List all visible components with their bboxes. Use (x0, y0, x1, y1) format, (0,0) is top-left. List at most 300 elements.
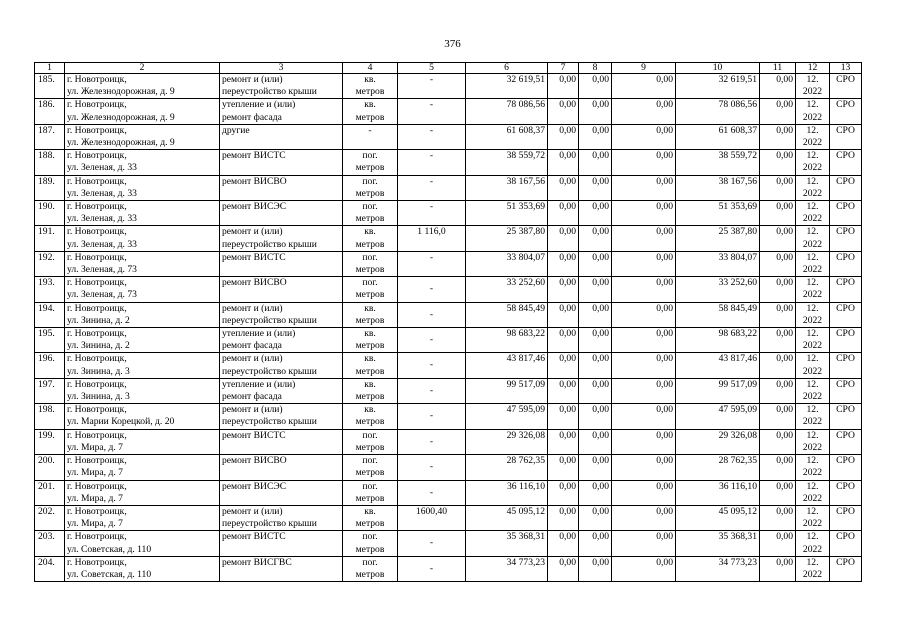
quantity-value: - (429, 201, 434, 213)
total-cost: 51 353,69 (506, 201, 545, 213)
col11-value: 0,00 (776, 175, 793, 187)
table-row (35, 99, 862, 124)
address-street: ул. Железнодорожная, д. 9 (67, 111, 175, 123)
fund-cost: 99 517,09 (718, 378, 757, 390)
col8-value: 0,00 (592, 251, 609, 263)
deadline-month: 12. (806, 251, 819, 263)
col7-cell (548, 277, 579, 302)
deadline-year: 2022 (802, 391, 823, 403)
deadline-year: 2022 (802, 213, 823, 225)
col11-cell (760, 175, 796, 200)
col11-cell (760, 455, 796, 480)
total-cost: 32 619,51 (506, 74, 545, 85)
method-value: СРО (836, 251, 855, 263)
quantity-cell (398, 74, 466, 99)
row-number: 189. (38, 175, 55, 187)
work-type-line1: утепление и (или) (222, 99, 296, 111)
page-number: 376 (444, 38, 461, 50)
deadline-cell (796, 302, 830, 327)
row-number: 202. (38, 505, 55, 517)
total-cost: 45 095,12 (506, 505, 545, 517)
unit-line1: пог. (362, 175, 378, 187)
address-street: ул. Мира, д. 7 (67, 467, 123, 479)
col11-value: 0,00 (776, 429, 793, 441)
col11-cell (760, 531, 796, 556)
address-street: ул. Советская, д. 110 (67, 543, 152, 555)
quantity-value: - (429, 384, 434, 396)
col9-cell (612, 480, 676, 505)
work-type-cell (220, 124, 343, 149)
deadline-month: 12. (806, 277, 819, 289)
col8-cell (579, 251, 612, 276)
column-header: 5 (398, 63, 466, 74)
table-row (35, 150, 862, 175)
unit-line2: метров (355, 314, 385, 326)
fund-cost-cell (676, 277, 760, 302)
fund-cost: 51 353,69 (718, 201, 757, 213)
fund-cost-cell (676, 480, 760, 505)
unit-line2: метров (355, 568, 385, 580)
fund-cost-cell (676, 175, 760, 200)
unit-line2: метров (355, 441, 385, 453)
work-type-cell (220, 74, 343, 99)
unit-cell (343, 201, 398, 226)
fund-cost: 38 167,56 (718, 175, 757, 187)
col9-cell (612, 277, 676, 302)
address-street: ул. Зинина, д. 2 (67, 340, 130, 352)
quantity-value: - (429, 308, 434, 320)
row-number: 197. (38, 378, 55, 390)
quantity-cell (398, 505, 466, 530)
method-value: СРО (836, 404, 855, 416)
row-number: 185. (38, 74, 55, 85)
col8-value: 0,00 (592, 353, 609, 365)
deadline-month: 12. (806, 404, 819, 416)
unit-line1: пог. (362, 455, 378, 467)
fund-cost-cell (676, 378, 760, 403)
address-street: ул. Мира, д. 7 (67, 492, 123, 504)
col7-cell (548, 556, 579, 581)
col8-cell (579, 226, 612, 251)
col11-value: 0,00 (776, 480, 793, 492)
fund-cost-cell (676, 404, 760, 429)
work-type-line2: переустройство крыши (222, 238, 317, 250)
address-city: г. Новотроицк, (67, 429, 127, 441)
address-cell (65, 277, 220, 302)
fund-cost: 43 817,46 (718, 353, 757, 365)
col8-value: 0,00 (592, 74, 609, 85)
address-city: г. Новотроицк, (67, 124, 127, 136)
deadline-year: 2022 (802, 238, 823, 250)
col9-value: 0,00 (656, 455, 673, 467)
unit-line2: метров (355, 340, 385, 352)
row-number: 203. (38, 531, 55, 543)
deadline-year: 2022 (802, 111, 823, 123)
col7-value: 0,00 (559, 150, 576, 162)
unit-cell (343, 124, 398, 149)
work-type-cell (220, 455, 343, 480)
quantity-value: - (429, 283, 434, 295)
col11-cell (760, 226, 796, 251)
deadline-month: 12. (806, 175, 819, 187)
deadline-cell (796, 480, 830, 505)
address-street: ул. Зинина, д. 3 (67, 391, 130, 403)
deadline-cell (796, 505, 830, 530)
col11-value: 0,00 (776, 226, 793, 238)
address-cell (65, 378, 220, 403)
deadline-cell (796, 175, 830, 200)
method-cell (830, 302, 862, 327)
work-type-line1: утепление и (или) (222, 378, 296, 390)
table-row (35, 277, 862, 302)
deadline-cell (796, 201, 830, 226)
col8-cell (579, 150, 612, 175)
address-street: ул. Железнодорожная, д. 9 (67, 86, 175, 98)
col8-value: 0,00 (592, 302, 609, 314)
fund-cost-cell (676, 505, 760, 530)
row-number-cell (35, 353, 65, 378)
col7-cell (548, 251, 579, 276)
column-header: 9 (612, 63, 676, 74)
row-number: 195. (38, 328, 55, 340)
deadline-year: 2022 (802, 314, 823, 326)
col11-value: 0,00 (776, 404, 793, 416)
deadline-year: 2022 (802, 162, 823, 174)
address-cell (65, 226, 220, 251)
deadline-month: 12. (806, 124, 819, 136)
deadline-cell (796, 99, 830, 124)
work-type-line1: ремонт ВИСТС (222, 251, 286, 263)
address-city: г. Новотроицк, (67, 74, 127, 85)
fund-cost-cell (676, 251, 760, 276)
unit-cell (343, 328, 398, 353)
quantity-cell (398, 251, 466, 276)
fund-cost-cell (676, 124, 760, 149)
col9-cell (612, 175, 676, 200)
deadline-month: 12. (806, 150, 819, 162)
unit-cell (343, 531, 398, 556)
table-row (35, 124, 862, 149)
row-number-cell (35, 99, 65, 124)
quantity-value: 1600,40 (415, 505, 448, 517)
col8-value: 0,00 (592, 99, 609, 111)
col7-value: 0,00 (559, 124, 576, 136)
fund-cost: 25 387,80 (718, 226, 757, 238)
total-cost-cell (466, 353, 548, 378)
work-type-line1: ремонт ВИСВО (222, 455, 287, 467)
deadline-cell (796, 226, 830, 251)
quantity-cell (398, 175, 466, 200)
fund-cost: 28 762,35 (718, 455, 757, 467)
deadline-year: 2022 (802, 441, 823, 453)
col11-cell (760, 353, 796, 378)
method-cell (830, 505, 862, 530)
method-value: СРО (836, 175, 855, 187)
row-number-cell (35, 556, 65, 581)
address-street: ул. Мира, д. 7 (67, 441, 123, 453)
total-cost: 61 608,37 (506, 124, 545, 136)
fund-cost-cell (676, 226, 760, 251)
unit-line2: метров (355, 86, 385, 98)
address-cell (65, 328, 220, 353)
unit-line1: кв. (364, 74, 376, 85)
quantity-value: - (429, 150, 434, 162)
fund-cost: 47 595,09 (718, 404, 757, 416)
col8-value: 0,00 (592, 175, 609, 187)
col11-value: 0,00 (776, 556, 793, 568)
total-cost: 43 817,46 (506, 353, 545, 365)
total-cost: 98 683,22 (506, 328, 545, 340)
table-row (35, 251, 862, 276)
fund-cost: 34 773,23 (718, 556, 757, 568)
unit-cell (343, 175, 398, 200)
work-type-line1: ремонт ВИСЭС (222, 201, 287, 213)
col8-cell (579, 455, 612, 480)
col11-cell (760, 328, 796, 353)
address-cell (65, 353, 220, 378)
deadline-year: 2022 (802, 137, 823, 149)
address-city: г. Новотроицк, (67, 556, 127, 568)
col9-value: 0,00 (656, 404, 673, 416)
col7-cell (548, 74, 579, 99)
row-number-cell (35, 201, 65, 226)
address-street: ул. Зеленая, д. 73 (67, 264, 137, 276)
col7-cell (548, 353, 579, 378)
address-cell (65, 150, 220, 175)
address-street: ул. Мира, д. 7 (67, 518, 123, 530)
col8-value: 0,00 (592, 124, 609, 136)
fund-cost: 38 559,72 (718, 150, 757, 162)
col11-cell (760, 124, 796, 149)
col9-value: 0,00 (656, 277, 673, 289)
unit-cell (343, 404, 398, 429)
header-row (35, 63, 862, 74)
col8-cell (579, 302, 612, 327)
col7-value: 0,00 (559, 99, 576, 111)
unit-line2: метров (355, 365, 385, 377)
method-value: СРО (836, 505, 855, 517)
quantity-value: - (429, 435, 434, 447)
address-cell (65, 404, 220, 429)
fund-cost: 98 683,22 (718, 328, 757, 340)
unit-line1: пог. (362, 150, 378, 162)
work-type-line1: утепление и (или) (222, 328, 296, 340)
work-type-line1: ремонт ВИСВО (222, 277, 287, 289)
col11-value: 0,00 (776, 455, 793, 467)
address-cell (65, 251, 220, 276)
col8-cell (579, 480, 612, 505)
col8-cell (579, 328, 612, 353)
col7-cell (548, 328, 579, 353)
work-type-line2: ремонт фасада (222, 391, 282, 403)
address-cell (65, 175, 220, 200)
address-city: г. Новотроицк, (67, 99, 127, 111)
col8-value: 0,00 (592, 404, 609, 416)
col9-value: 0,00 (656, 175, 673, 187)
deadline-year: 2022 (802, 86, 823, 98)
total-cost-cell (466, 531, 548, 556)
work-type-line1: ремонт ВИСТС (222, 429, 286, 441)
work-type-cell (220, 226, 343, 251)
total-cost-cell (466, 455, 548, 480)
work-type-cell (220, 404, 343, 429)
work-type-line1: ремонт и (или) (222, 404, 283, 416)
total-cost-cell (466, 480, 548, 505)
work-type-line2: переустройство крыши (222, 416, 317, 428)
quantity-cell (398, 480, 466, 505)
col7-cell (548, 455, 579, 480)
fund-cost: 36 116,10 (718, 480, 757, 492)
col8-value: 0,00 (592, 150, 609, 162)
fund-cost: 33 252,60 (718, 277, 757, 289)
row-number: 187. (38, 124, 55, 136)
col8-value: 0,00 (592, 226, 609, 238)
quantity-cell (398, 531, 466, 556)
unit-cell (343, 99, 398, 124)
table-row (35, 74, 862, 99)
table-row (35, 302, 862, 327)
address-cell (65, 455, 220, 480)
col11-value: 0,00 (776, 302, 793, 314)
col11-cell (760, 277, 796, 302)
row-number: 200. (38, 455, 55, 467)
col9-value: 0,00 (656, 429, 673, 441)
col11-cell (760, 201, 796, 226)
unit-cell (343, 150, 398, 175)
work-type-cell (220, 328, 343, 353)
quantity-cell (398, 302, 466, 327)
col7-value: 0,00 (559, 328, 576, 340)
total-cost-cell (466, 124, 548, 149)
col7-value: 0,00 (559, 251, 576, 263)
address-city: г. Новотроицк, (67, 302, 127, 314)
row-number: 186. (38, 99, 55, 111)
address-city: г. Новотроицк, (67, 175, 127, 187)
column-header: 7 (548, 63, 579, 74)
table-row (35, 480, 862, 505)
row-number-cell (35, 302, 65, 327)
address-street: ул. Зеленая, д. 33 (67, 238, 137, 250)
total-cost-cell (466, 251, 548, 276)
method-value: СРО (836, 124, 855, 136)
fund-cost-cell (676, 150, 760, 175)
column-header: 6 (466, 63, 548, 74)
address-city: г. Новотроицк, (67, 531, 127, 543)
col9-cell (612, 328, 676, 353)
total-cost-cell (466, 74, 548, 99)
fund-cost-cell (676, 429, 760, 454)
col7-value: 0,00 (559, 74, 576, 85)
deadline-year: 2022 (802, 187, 823, 199)
unit-line2: метров (355, 391, 385, 403)
method-value: СРО (836, 302, 855, 314)
work-type-cell (220, 277, 343, 302)
row-number: 201. (38, 480, 55, 492)
quantity-value: - (429, 461, 434, 473)
total-cost: 25 387,80 (506, 226, 545, 238)
col8-cell (579, 175, 612, 200)
column-header: 2 (65, 63, 220, 74)
col8-cell (579, 429, 612, 454)
col9-value: 0,00 (656, 505, 673, 517)
address-city: г. Новотроицк, (67, 353, 127, 365)
table-row (35, 404, 862, 429)
method-cell (830, 74, 862, 99)
fund-cost-cell (676, 353, 760, 378)
total-cost-cell (466, 150, 548, 175)
quantity-value: - (429, 99, 434, 111)
deadline-year: 2022 (802, 518, 823, 530)
col9-cell (612, 455, 676, 480)
row-number-cell (35, 480, 65, 505)
deadline-cell (796, 531, 830, 556)
unit-line1: кв. (364, 302, 376, 314)
col8-value: 0,00 (592, 328, 609, 340)
col9-value: 0,00 (656, 99, 673, 111)
fund-cost: 32 619,51 (718, 74, 757, 85)
col7-cell (548, 201, 579, 226)
col9-cell (612, 556, 676, 581)
unit-line1: кв. (364, 378, 376, 390)
column-header: 4 (343, 63, 398, 74)
col11-cell (760, 505, 796, 530)
unit-line1: кв. (364, 328, 376, 340)
col8-value: 0,00 (592, 201, 609, 213)
address-city: г. Новотроицк, (67, 150, 127, 162)
row-number-cell (35, 455, 65, 480)
column-header: 10 (676, 63, 760, 74)
work-type-cell (220, 556, 343, 581)
col9-cell (612, 251, 676, 276)
deadline-year: 2022 (802, 492, 823, 504)
total-cost: 34 773,23 (506, 556, 545, 568)
col8-value: 0,00 (592, 556, 609, 568)
col11-value: 0,00 (776, 328, 793, 340)
deadline-month: 12. (806, 74, 819, 85)
total-cost-cell (466, 277, 548, 302)
col8-cell (579, 74, 612, 99)
address-street: ул. Марии Корецкой, д. 20 (67, 416, 175, 428)
quantity-value: 1 116,0 (417, 226, 446, 238)
row-number-cell (35, 226, 65, 251)
unit-line2: метров (355, 162, 385, 174)
address-city: г. Новотроицк, (67, 201, 127, 213)
work-type-line1: ремонт и (или) (222, 505, 283, 517)
address-city: г. Новотроицк, (67, 277, 127, 289)
unit-cell (343, 556, 398, 581)
total-cost: 33 804,07 (506, 251, 545, 263)
deadline-month: 12. (806, 302, 819, 314)
work-type-line1: ремонт ВИСЭС (222, 480, 287, 492)
total-cost: 78 086,56 (506, 99, 545, 111)
col7-value: 0,00 (559, 429, 576, 441)
deadline-year: 2022 (802, 568, 823, 580)
work-type-cell (220, 378, 343, 403)
unit-cell (343, 455, 398, 480)
col7-cell (548, 404, 579, 429)
total-cost: 58 845,49 (506, 302, 545, 314)
fund-cost-cell (676, 531, 760, 556)
unit-line2: метров (355, 467, 385, 479)
deadline-year: 2022 (802, 416, 823, 428)
unit-line1: пог. (362, 201, 378, 213)
col11-value: 0,00 (776, 378, 793, 390)
total-cost: 99 517,09 (506, 378, 545, 390)
col8-value: 0,00 (592, 480, 609, 492)
col11-cell (760, 404, 796, 429)
unit-cell (343, 353, 398, 378)
table-row (35, 175, 862, 200)
